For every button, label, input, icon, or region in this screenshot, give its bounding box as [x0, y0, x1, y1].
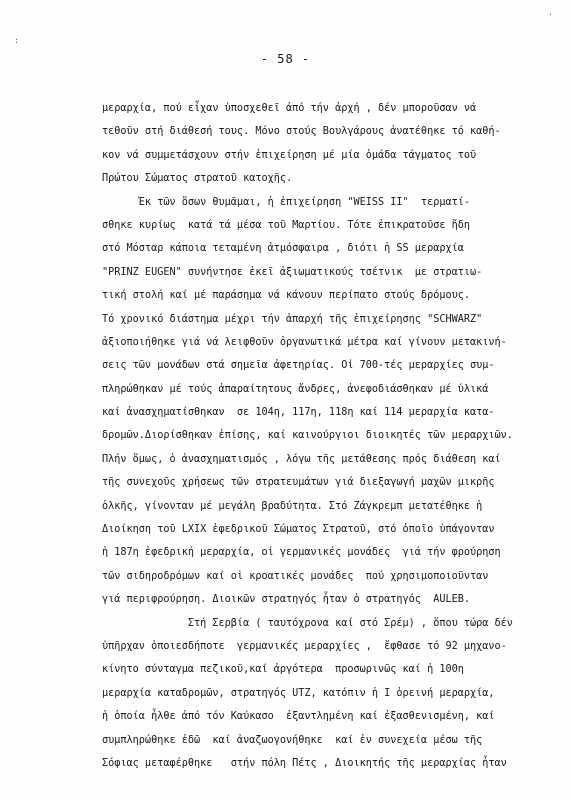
text-line: Ἐκ τῶν ὅσων θυμᾶμαι, ἡ ἐπιχείρηση "WEISS II" τερματί-	[102, 196, 471, 208]
text-line: ἀξιοποιήθηκε γιά νά λειφθοῦν ὀργανωτικά μέτρα καί γίνουν μετακινή-	[102, 336, 507, 348]
text-line: Πρώτου Σώματος στρατοῦ κατοχῆς.	[102, 173, 293, 185]
text-line: ἡ 187η ἐφεδρική μεραρχία, οἱ γερμανικές μονάδες γιά τήν φρούρηση	[102, 547, 501, 559]
text-line: πληρώθηκαν μέ τούς ἀπαραίτητους ἄνδρες, ἀνεφοδιάσθηκαν μέ ὑλικά	[102, 383, 489, 395]
text-line: δρομῶν.Διορίσθηκαν ἐπίσης, καί καινούργιοι διοικητές τῶν μεραρχιῶν.	[102, 430, 513, 442]
text-line: ἡ ὁποία ἦλθε ἀπό τόν Καύκασο ἐξαντλημένη καί ἐξασθενισμένη, καί	[102, 711, 495, 723]
text-line: Τό χρονικό διάστημα μέχρι τήν ἀπαρχή τῆς ἐπιχείρησης "SCHWARZ"	[102, 313, 483, 325]
text-line: μεραρχία καταδρομῶν, στρατηγός UTZ, κατόπιν ἡ I ὀρεινή μεραρχία,	[102, 687, 495, 699]
text-line: Πλήν ὅμως, ὁ ἀνασχηματισμός , λόγω τῆς μετάθεσης πρός διάθεση καί	[102, 453, 501, 465]
text-line: τική στολή καί μέ παράσημα νά κάνουν περίπατο στούς δρόμους.	[102, 290, 471, 302]
text-line: στό Μόσταρ κάποια τεταμένη ἀτμόσφαιρα , διότι ἡ SS μεραρχία	[102, 243, 464, 255]
page-number: - 58 -	[260, 52, 311, 66]
text-line: τεθοῦν στή διάθεσή τους. Μόνο στούς Βουλγάρους ἀνατέθηκε τό καθή-	[102, 126, 501, 138]
text-line: "PRINZ EUGEN" συνήντησε ἐκεῖ ἀξιωματικούς τσέτνικ με στρατιω-	[102, 266, 483, 278]
text-line: κον νά συμμετάσχουν στήν ἐπιχείρηση μέ μία ὁμάδα τάγματος τοῦ	[102, 149, 477, 161]
text-line: καί ἀνασχηματίσθηκαν σε 104η, 117η, 118η καί 114 μεραρχία κατα-	[102, 407, 495, 419]
typed-text-body	[102, 97, 562, 775]
text-line: σεις τῶν μονάδων στά σημεῖα ἀφετηρίας. Οἱ 700-τές μεραρχίες συμ-	[102, 360, 495, 372]
stray-mark: :	[14, 36, 19, 45]
text-line: τῶν σιδηροδρόμων καί οἱ κροατικές μονάδες πού χρησιμοποιοῦνταν	[102, 570, 489, 582]
text-line: συμπληρώθηκε ἐδῶ καί ἀναζωογονήθηκε καί ἐν συνεχεία μέσω τῆς	[102, 734, 483, 746]
text-line: σθηκε κυρίως κατά τά μέσα τοῦ Μαρτίου. Τότε ἐπικρατοῦσε ἤδη	[102, 219, 471, 231]
text-line: ὑπῆρχαν ὁποιεσδήποτε γερμανικές μεραρχίες , ἔφθασε τό 92 μηχανο-	[102, 640, 507, 652]
text-line: ὁλκῆς, γίνονταν μέ μεγάλη βραδύτητα. Στό Ζάγκρεμπ μετατέθηκε ἡ	[102, 500, 483, 512]
text-line: τῆς συνεχοῦς χρήσεως τῶν στρατευμάτων γιά διεξαγωγή μαχῶν μικρῆς	[102, 477, 495, 489]
text-line: κίνητο σύνταγμα πεζικοῦ,καί ἀργότερα προσωρινῶς καί ἡ 100η	[102, 664, 464, 676]
stray-mark: .	[548, 8, 553, 17]
text-line: Στή Σερβία ( ταυτόχρονα καί στό Σρέμ) , ὅπου τώρα δέν	[102, 617, 513, 629]
text-line: μεραρχία, πού εἶχαν ὑποσχεθεῖ ἀπό τήν ἀρχή , δέν μποροῦσαν νά	[102, 103, 477, 114]
text-line: Διοίκηση τοῦ LXIX ἐφεδρικοῦ Σώματος Στρατοῦ, στό ὁποῖο ὑπάγονταν	[102, 524, 495, 536]
text-line: γιά περιφρούρηση. Διοικῶν στρατηγός ἦταν ὁ στρατηγός AULEB.	[102, 594, 471, 606]
text-line: Σόφιας μεταφέρθηκε στήν πόλη Πέτς , Διοικητής τῆς μεραρχίας ἦταν	[102, 757, 507, 769]
